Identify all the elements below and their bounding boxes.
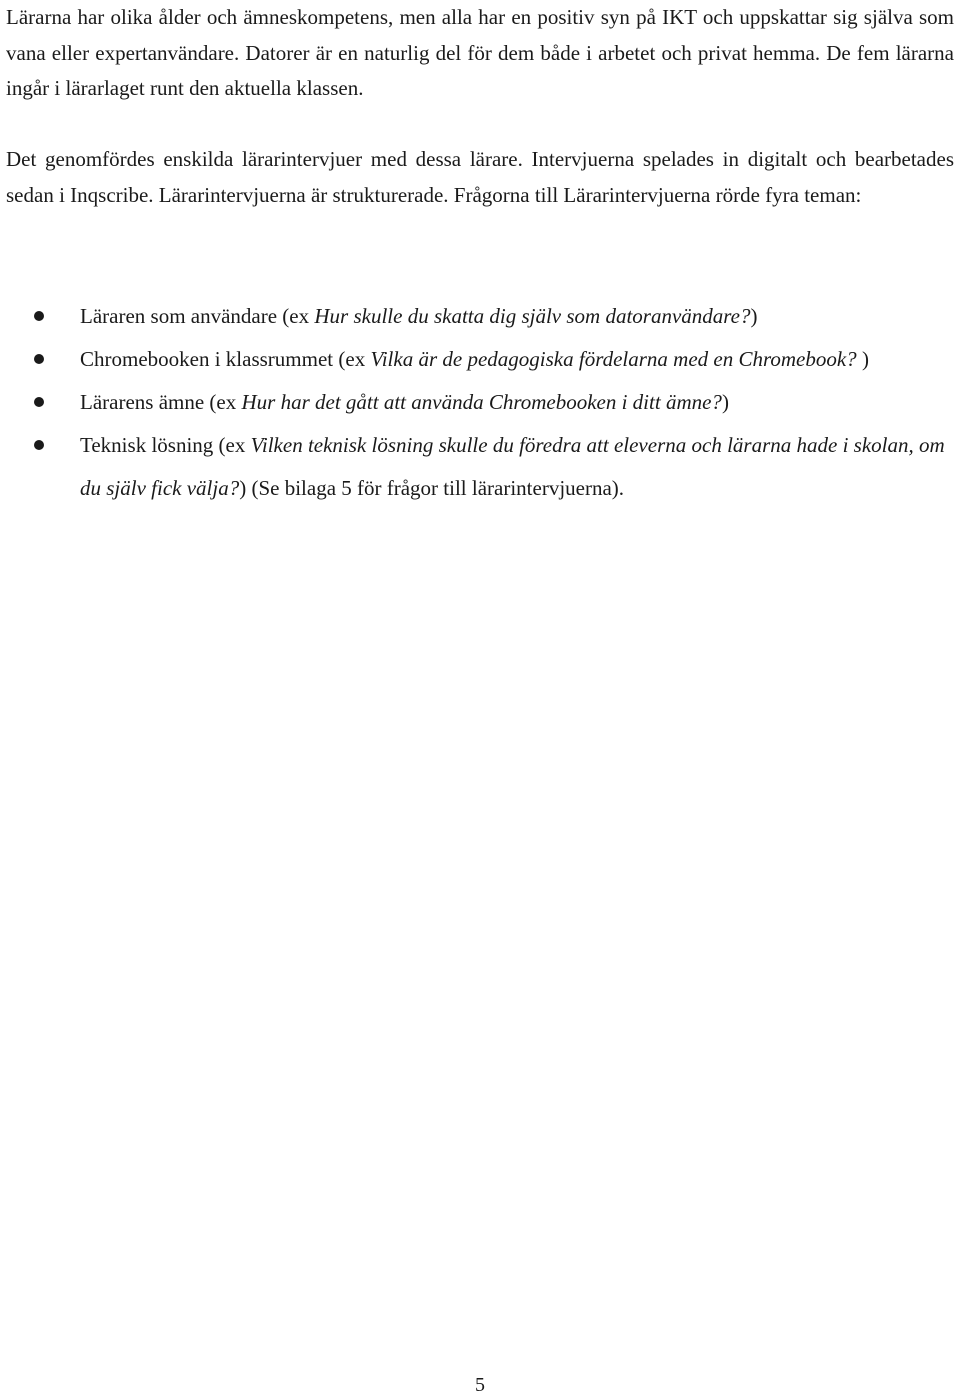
theme-question: Vilka är de pedagogiska fördelarna med en Chromebook?	[370, 347, 857, 371]
interview-themes-list	[0, 295, 960, 510]
theme-tail: )	[721, 390, 729, 414]
bullet-icon	[34, 354, 44, 364]
theme-lead: Chromebooken i klassrummet (ex	[80, 347, 371, 371]
theme-question: Hur har det gått att använda Chromebooken i ditt ämne?	[241, 390, 722, 414]
page-number: 5	[475, 1374, 485, 1396]
paragraph-participants: Lärarna har olika ålder och ämneskompetens, men alla har en positiv syn på IKT och uppskattar sig själva som vana eller expertanvändare. Datorer är en naturlig del för dem både i arbetet och privat hemma. De fem lärarna ingår i lärarlaget runt den aktuella klassen.	[6, 5, 954, 100]
list-item	[0, 381, 960, 424]
list-item	[0, 295, 960, 338]
theme-lead: Lärarens ämne (ex	[80, 390, 242, 414]
theme-lead: Läraren som användare (ex	[80, 304, 315, 328]
theme-tail: ) (Se bilaga 5 för frågor till lärarintervjuerna).	[239, 476, 625, 500]
theme-tail: )	[856, 347, 869, 371]
theme-lead: Teknisk lösning (ex	[80, 433, 251, 457]
theme-tail: )	[750, 304, 758, 328]
bullet-icon	[34, 311, 44, 321]
theme-question: Vilken teknisk lösning skulle du föredra att eleverna och lärarna hade i skolan, om du själv fick välja?	[80, 433, 945, 500]
bullet-icon	[34, 440, 44, 450]
list-item	[0, 424, 960, 510]
theme-question: Hur skulle du skatta dig själv som datoranvändare?	[314, 304, 751, 328]
bullet-icon	[34, 397, 44, 407]
list-item	[0, 338, 960, 381]
paragraph-interviews: Det genomfördes enskilda lärarintervjuer med dessa lärare. Intervjuerna spelades in digitalt och bearbetades sedan i Inqscribe. Lärarintervjuerna är strukturerade. Frågorna till Lärarintervjuerna rörde fyra teman:	[6, 147, 954, 207]
